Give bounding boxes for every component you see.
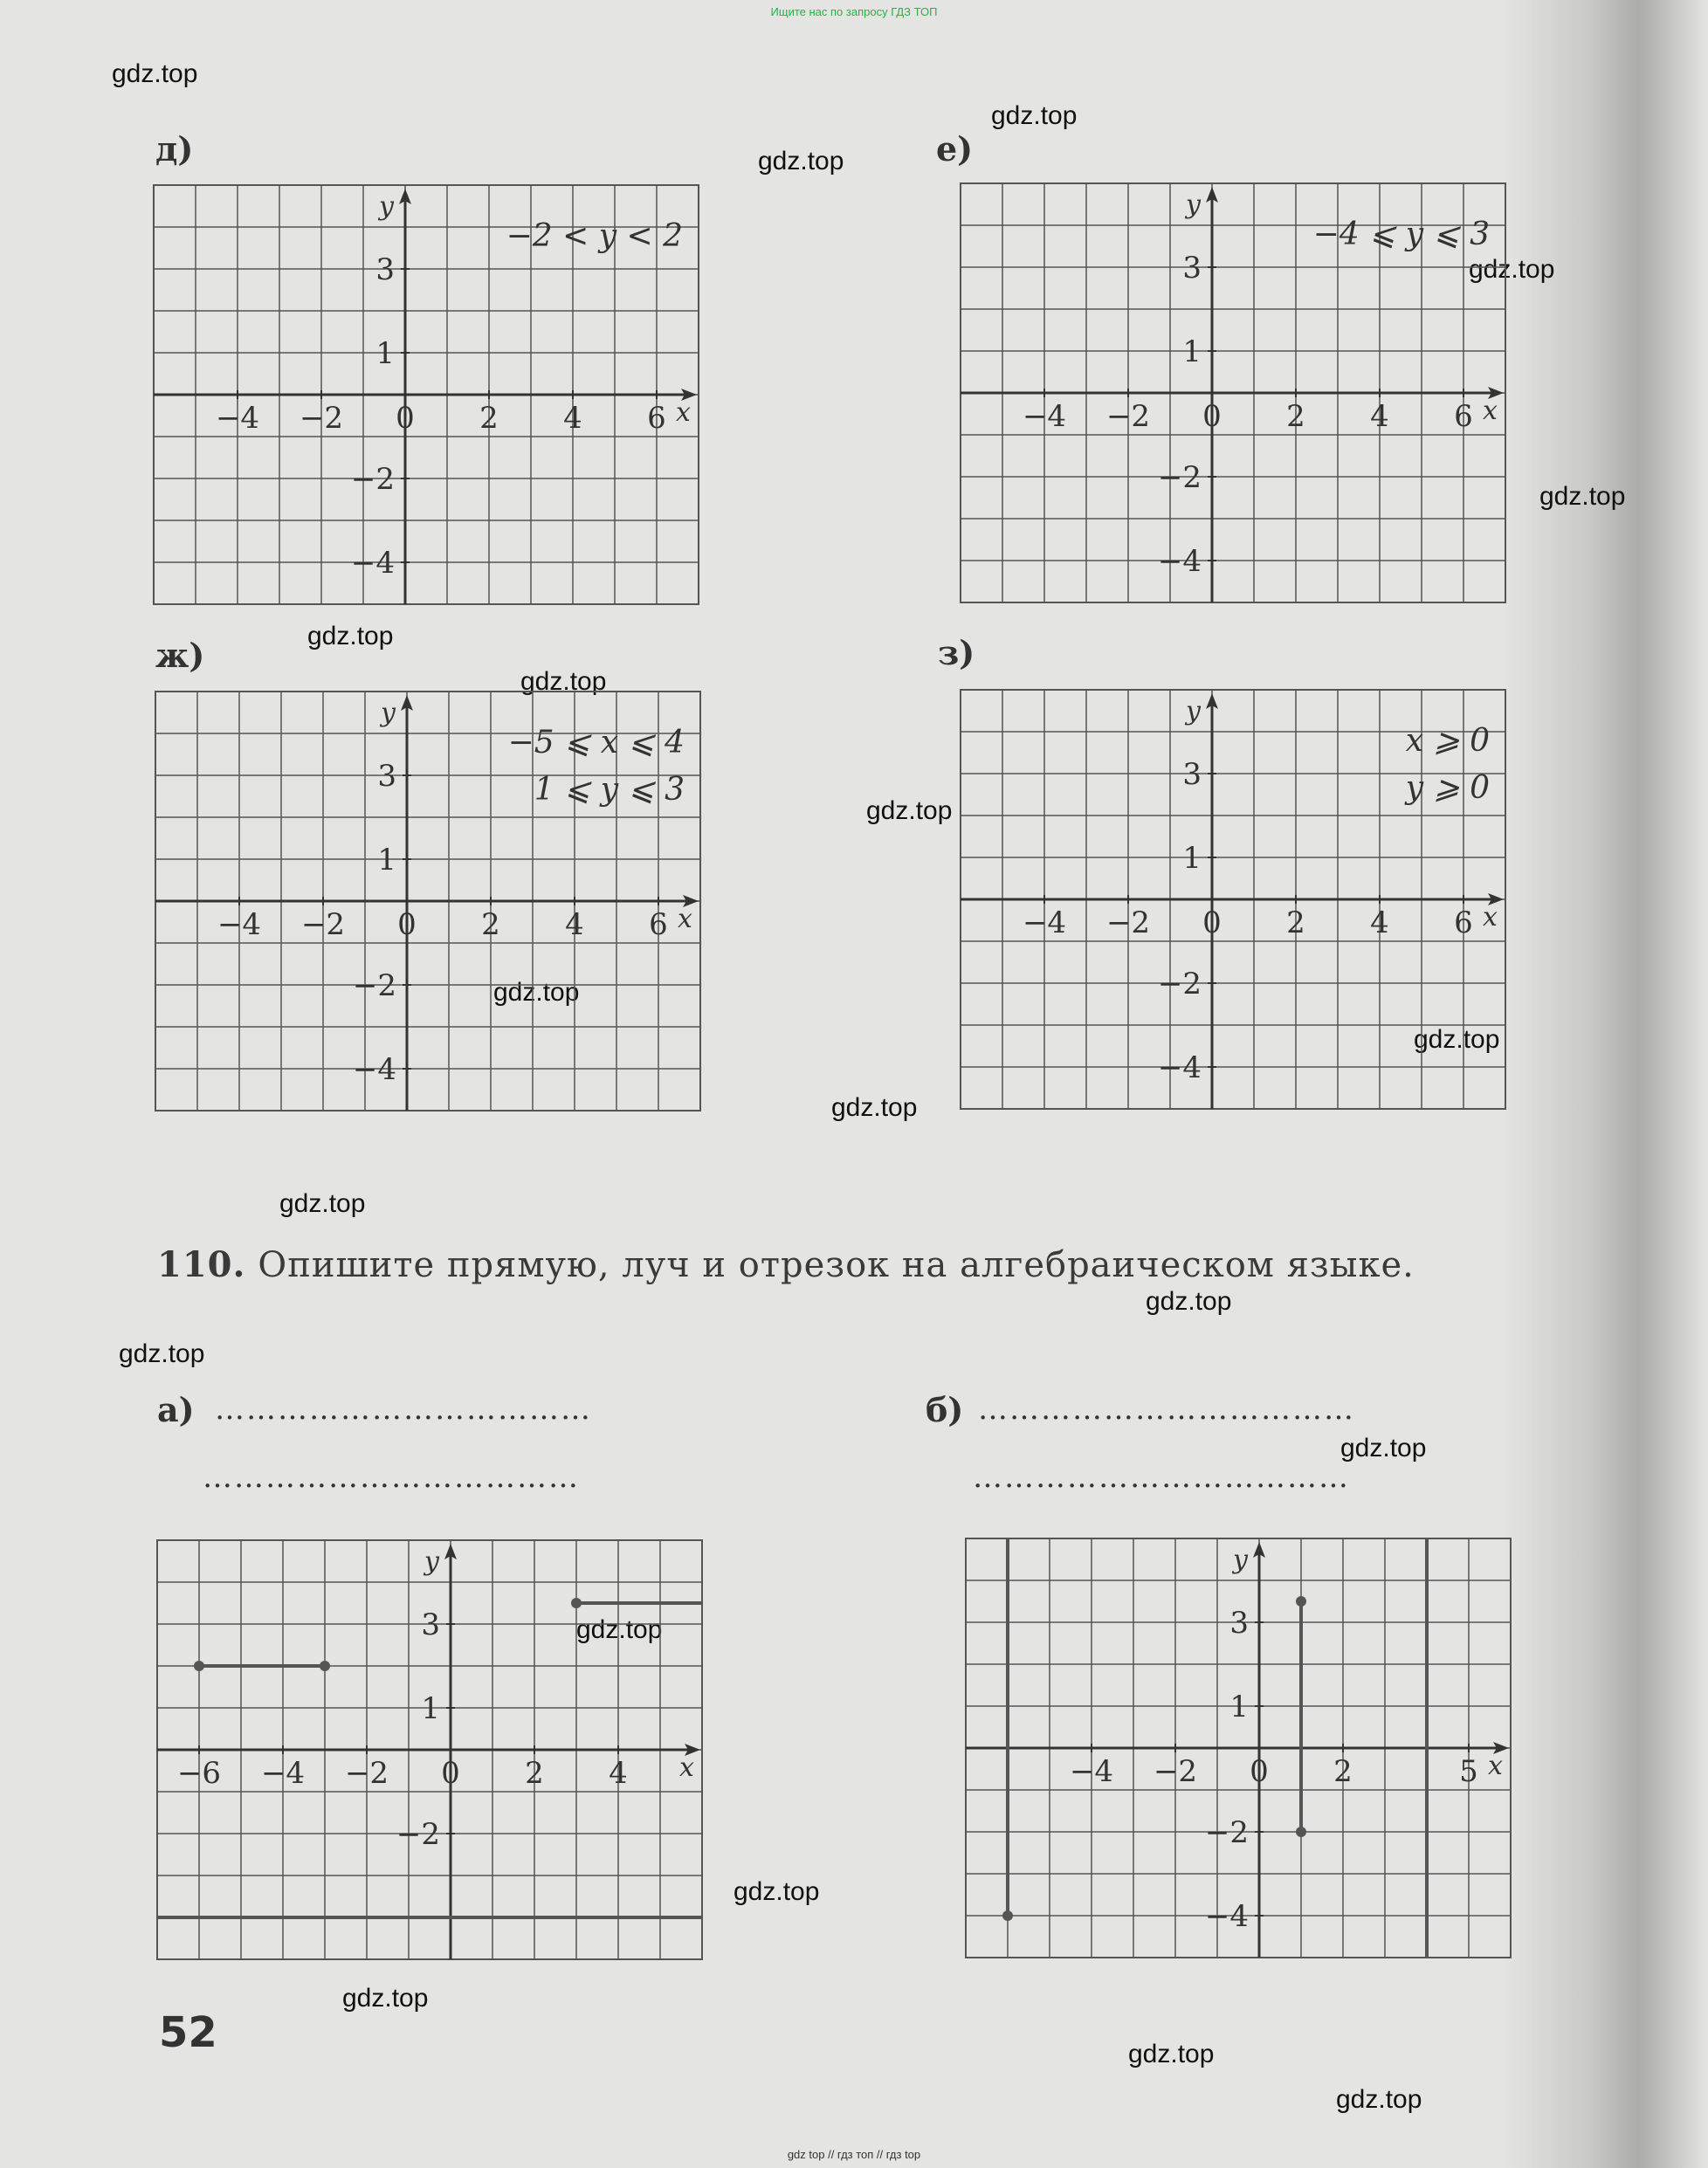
x-tick-label: 6: [649, 907, 668, 942]
footer-links[interactable]: gdz top // гдз топ // гдз top: [787, 2148, 921, 2161]
coordinate-grid-d[interactable]: [154, 185, 690, 604]
x-axis-label: x: [678, 904, 692, 934]
x-tick-label: 0: [441, 1756, 460, 1791]
coordinate-grid-zh[interactable]: [155, 692, 692, 1111]
watermark: gdz.top: [112, 59, 198, 88]
answer-line-b-2[interactable]: ………………………………: [973, 1460, 1350, 1495]
watermark: gdz.top: [1128, 2040, 1215, 2068]
x-axis-label: x: [679, 1752, 694, 1783]
y-tick-label: 1: [1229, 1690, 1249, 1724]
y-axis-label: y: [381, 698, 396, 728]
x-tick-label: 2: [525, 1756, 544, 1791]
x-tick-label: −2: [344, 1756, 389, 1791]
y-axis-label: y: [1186, 696, 1201, 726]
x-tick-label: 6: [647, 401, 666, 436]
coordinate-grid-e[interactable]: [961, 183, 1497, 602]
x-tick-label: 2: [479, 401, 499, 436]
x-tick-label: 2: [481, 907, 500, 942]
condition-label: −2 < y < 2: [506, 218, 683, 254]
x-tick-label: −2: [300, 907, 346, 942]
x-tick-label: 2: [1286, 399, 1305, 434]
answer-label-a: а): [157, 1390, 195, 1429]
page-number: 52: [159, 2008, 217, 2057]
watermark: gdz.top: [279, 1189, 366, 1218]
watermark: gdz.top: [733, 1877, 820, 1906]
x-tick-label: 6: [1454, 905, 1473, 940]
figure-endpoint: [1296, 1827, 1306, 1837]
coordinate-grid-110b[interactable]: [966, 1538, 1502, 1958]
watermark: gdz.top: [307, 622, 394, 650]
watermark: gdz.top: [493, 978, 580, 1007]
subproblem-label-d: д): [155, 129, 194, 169]
x-axis-label: x: [676, 397, 691, 428]
y-tick-label: 3: [1229, 1606, 1249, 1641]
watermark: gdz.top: [991, 101, 1078, 130]
figure-endpoint: [571, 1598, 582, 1608]
subproblem-label-z: з): [938, 633, 975, 672]
y-axis-label: y: [424, 1546, 439, 1577]
watermark: gdz.top: [576, 1615, 663, 1644]
y-tick-label: −2: [1157, 460, 1202, 495]
watermark: gdz.top: [758, 147, 844, 176]
coordinate-grid-z[interactable]: [961, 690, 1500, 1109]
x-axis-label: x: [1483, 902, 1498, 933]
x-tick-label: −4: [1022, 399, 1067, 434]
task-number: 110.: [157, 1244, 246, 1285]
condition-label: −5 ⩽ x ⩽ 4: [507, 725, 685, 761]
y-tick-label: −2: [396, 1817, 440, 1852]
y-tick-label: −4: [1157, 1050, 1202, 1085]
x-tick-label: −2: [1153, 1754, 1198, 1789]
y-tick-label: 3: [375, 252, 395, 287]
watermark: gdz.top: [520, 667, 607, 696]
condition-label: −4 ⩽ y ⩽ 3: [1312, 217, 1490, 252]
y-tick-label: 3: [421, 1607, 440, 1642]
coordinate-grid-110a[interactable]: [157, 1540, 693, 1959]
y-tick-label: 1: [1182, 334, 1202, 369]
x-tick-label: 0: [1202, 399, 1222, 434]
x-tick-label: −6: [176, 1756, 222, 1791]
task-text: Опишите прямую, луч и отрезок на алгебраическом языке.: [258, 1245, 1415, 1285]
subproblem-label-e: е): [936, 129, 974, 169]
x-tick-label: 4: [1370, 399, 1389, 434]
x-tick-label: −4: [1069, 1754, 1114, 1789]
y-tick-label: −4: [350, 546, 395, 581]
x-tick-label: −4: [217, 907, 262, 942]
y-tick-label: −4: [352, 1052, 396, 1087]
x-tick-label: 2: [1286, 905, 1305, 940]
figure-endpoint: [1296, 1596, 1306, 1607]
x-tick-label: 0: [1250, 1754, 1269, 1789]
watermark: gdz.top: [342, 1984, 429, 2013]
condition-label: x ⩾ 0: [1405, 723, 1490, 759]
x-tick-label: 5: [1459, 1754, 1478, 1789]
watermark: gdz.top: [831, 1093, 918, 1122]
y-tick-label: −2: [1157, 967, 1202, 1001]
y-tick-label: −4: [1157, 544, 1202, 579]
x-tick-label: 0: [396, 401, 415, 436]
y-tick-label: 3: [1182, 757, 1202, 792]
figure-endpoint: [320, 1661, 330, 1671]
x-tick-label: 0: [1202, 905, 1222, 940]
header-link[interactable]: Ищите нас по запросу ГДЗ ТОП: [770, 5, 938, 18]
task-110: [157, 1244, 1415, 1285]
y-tick-label: 1: [421, 1691, 440, 1726]
y-axis-label: y: [1186, 189, 1201, 220]
condition-label: y ⩾ 0: [1405, 770, 1490, 806]
watermark: gdz.top: [866, 796, 953, 825]
x-tick-label: −2: [299, 401, 344, 436]
y-tick-label: 3: [1182, 251, 1202, 286]
x-axis-label: x: [1483, 396, 1498, 426]
watermark: gdz.top: [1340, 1434, 1427, 1463]
y-axis-label: y: [1233, 1545, 1248, 1575]
watermark: gdz.top: [1469, 255, 1555, 284]
x-tick-label: 0: [397, 907, 417, 942]
watermark: gdz.top: [1336, 2085, 1422, 2114]
answer-line-b-1[interactable]: ………………………………: [978, 1392, 1355, 1427]
answer-line-a-1[interactable]: ………………………………: [215, 1392, 592, 1427]
watermark: gdz.top: [1414, 1025, 1500, 1054]
figure-endpoint: [1002, 1910, 1013, 1921]
y-tick-label: −4: [1204, 1899, 1249, 1934]
x-tick-label: 4: [1370, 905, 1389, 940]
x-tick-label: −4: [1022, 905, 1067, 940]
watermark: gdz.top: [1146, 1287, 1232, 1316]
y-tick-label: 3: [377, 759, 396, 794]
subproblem-label-zh: ж): [155, 636, 205, 675]
x-tick-label: −4: [215, 401, 260, 436]
y-tick-label: −2: [352, 968, 396, 1003]
x-tick-label: 4: [563, 401, 582, 436]
answer-line-a-2[interactable]: ………………………………: [203, 1460, 580, 1495]
x-tick-label: 4: [565, 907, 584, 942]
x-axis-label: x: [1488, 1751, 1503, 1781]
x-tick-label: 4: [609, 1756, 628, 1791]
watermark: gdz.top: [119, 1339, 205, 1368]
condition-label: 1 ⩽ y ⩽ 3: [534, 772, 685, 808]
x-tick-label: 2: [1333, 1754, 1353, 1789]
answer-label-b: б): [926, 1390, 964, 1429]
y-tick-label: 1: [1182, 841, 1202, 876]
y-tick-label: 1: [375, 336, 395, 371]
y-tick-label: −2: [1204, 1815, 1249, 1850]
x-tick-label: −4: [260, 1756, 306, 1791]
x-tick-label: −2: [1105, 399, 1151, 434]
y-axis-label: y: [379, 191, 394, 222]
x-tick-label: 6: [1454, 399, 1473, 434]
y-tick-label: −2: [350, 462, 395, 497]
watermark: gdz.top: [1539, 482, 1626, 511]
y-tick-label: 1: [377, 843, 396, 878]
x-tick-label: −2: [1105, 905, 1151, 940]
figure-endpoint: [194, 1661, 204, 1671]
